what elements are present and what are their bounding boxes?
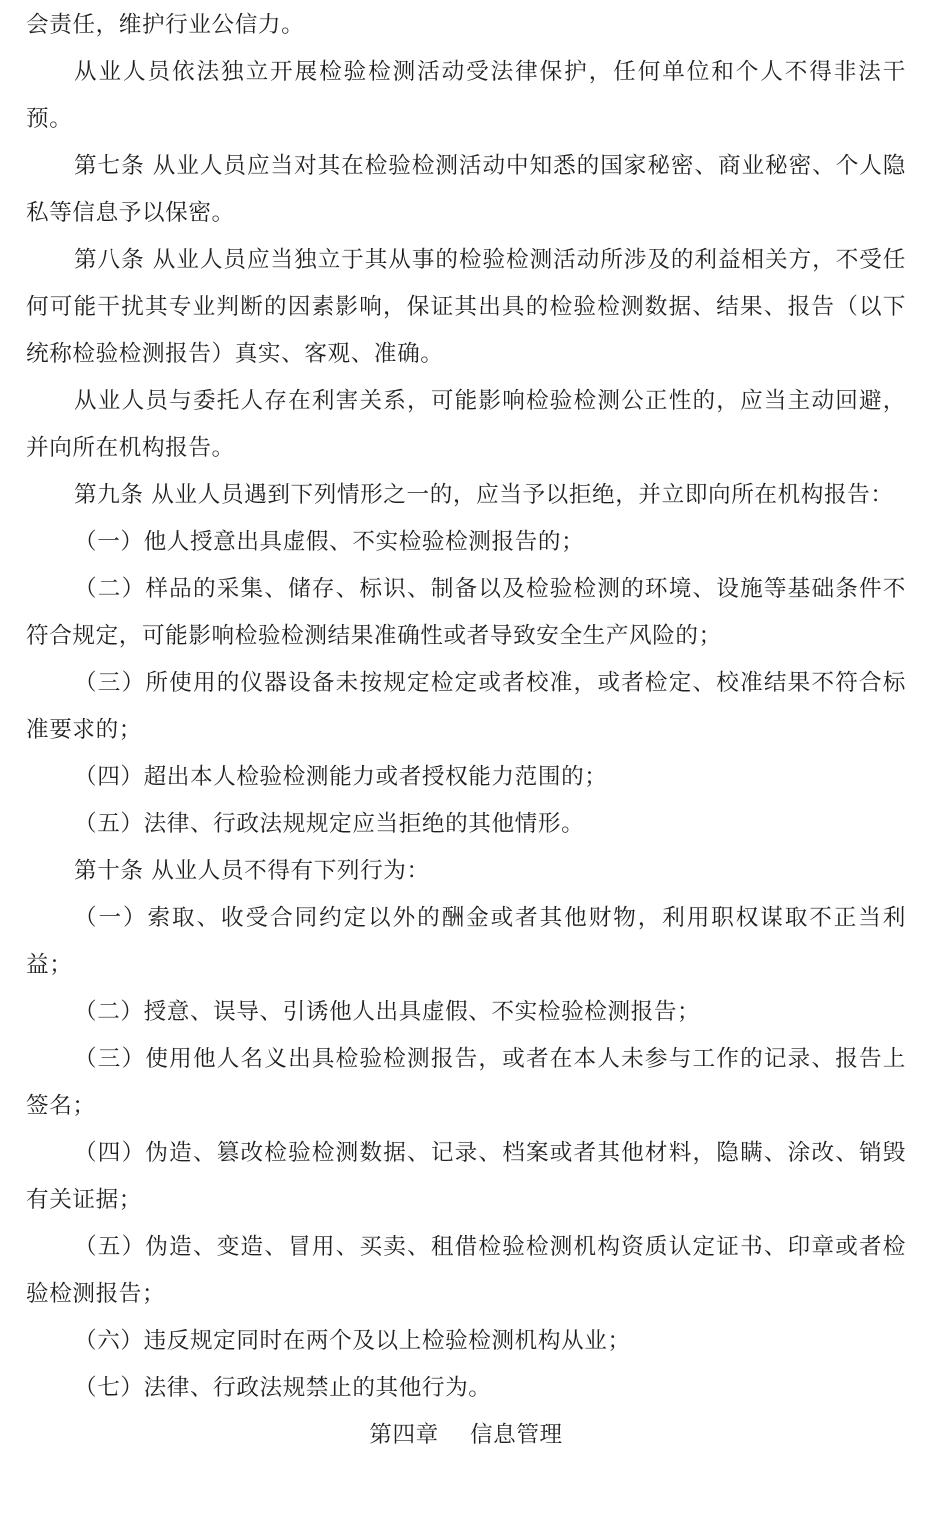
article-10-item-5: （五）伪造、变造、冒用、买卖、租借检验检测机构资质认定证书、印章或者检验检测报告； — [26, 1234, 906, 1307]
article-10-item-4: （四）伪造、篡改检验检测数据、记录、档案或者其他材料，隐瞒、涂改、销毁有关证据； — [26, 1140, 906, 1213]
chapter-heading: 第四章 信息管理 — [369, 1422, 563, 1448]
article-10-item-6: （六）违反规定同时在两个及以上检验检测机构从业； — [74, 1328, 631, 1354]
article-10-item-7: （七）法律、行政法规禁止的其他行为。 — [74, 1375, 492, 1401]
article-9-item-4: （四）超出本人检验检测能力或者授权能力范围的； — [74, 764, 608, 790]
article-9-item-3: （三）所使用的仪器设备未按规定检定或者校准，或者检定、校准结果不符合标准要求的； — [26, 670, 906, 743]
article-9-item-2: （二）样品的采集、储存、标识、制备以及检验检测的环境、设施等基础条件不符合规定，可能影响检验检测结果准确性或者导致安全生产风险的； — [26, 576, 906, 649]
article-7: 第七条 从业人员应当对其在检验检测活动中知悉的国家秘密、商业秘密、个人隐私等信息予以保密。 — [26, 153, 906, 226]
article-10-item-2: （二）授意、误导、引诱他人出具虚假、不实检验检测报告； — [74, 999, 701, 1025]
article-10-item-1: （一）索取、收受合同约定以外的酬金或者其他财物，利用职权谋取不正当利益； — [26, 905, 906, 978]
article-8: 第八条 从业人员应当独立于其从事的检验检测活动所涉及的利益相关方，不受任何可能干扰其专业判断的因素影响，保证其出具的检验检测数据、结果、报告（以下统称检验检测报告）真实、客观、准确。 — [26, 247, 906, 367]
article-8-clause-2: 从业人员与委托人存在利害关系，可能影响检验检测公正性的，应当主动回避，并向所在机构报告。 — [26, 388, 906, 461]
article-9-item-1: （一）他人授意出具虚假、不实检验检测报告的； — [74, 529, 585, 555]
article-9-item-5: （五）法律、行政法规规定应当拒绝的其他情形。 — [74, 811, 585, 837]
paragraph-2: 从业人员依法独立开展检验检测活动受法律保护，任何单位和个人不得非法干预。 — [26, 59, 906, 132]
document-body — [26, 2, 906, 1459]
article-10: 第十条 从业人员不得有下列行为： — [74, 858, 430, 884]
article-10-item-3: （三）使用他人名义出具检验检测报告，或者在本人未参与工作的记录、报告上签名； — [26, 1046, 906, 1119]
paragraph-1: 会责任，维护行业公信力。 — [26, 12, 305, 38]
article-9: 第九条 从业人员遇到下列情形之一的，应当予以拒绝，并立即向所在机构报告： — [74, 482, 894, 508]
